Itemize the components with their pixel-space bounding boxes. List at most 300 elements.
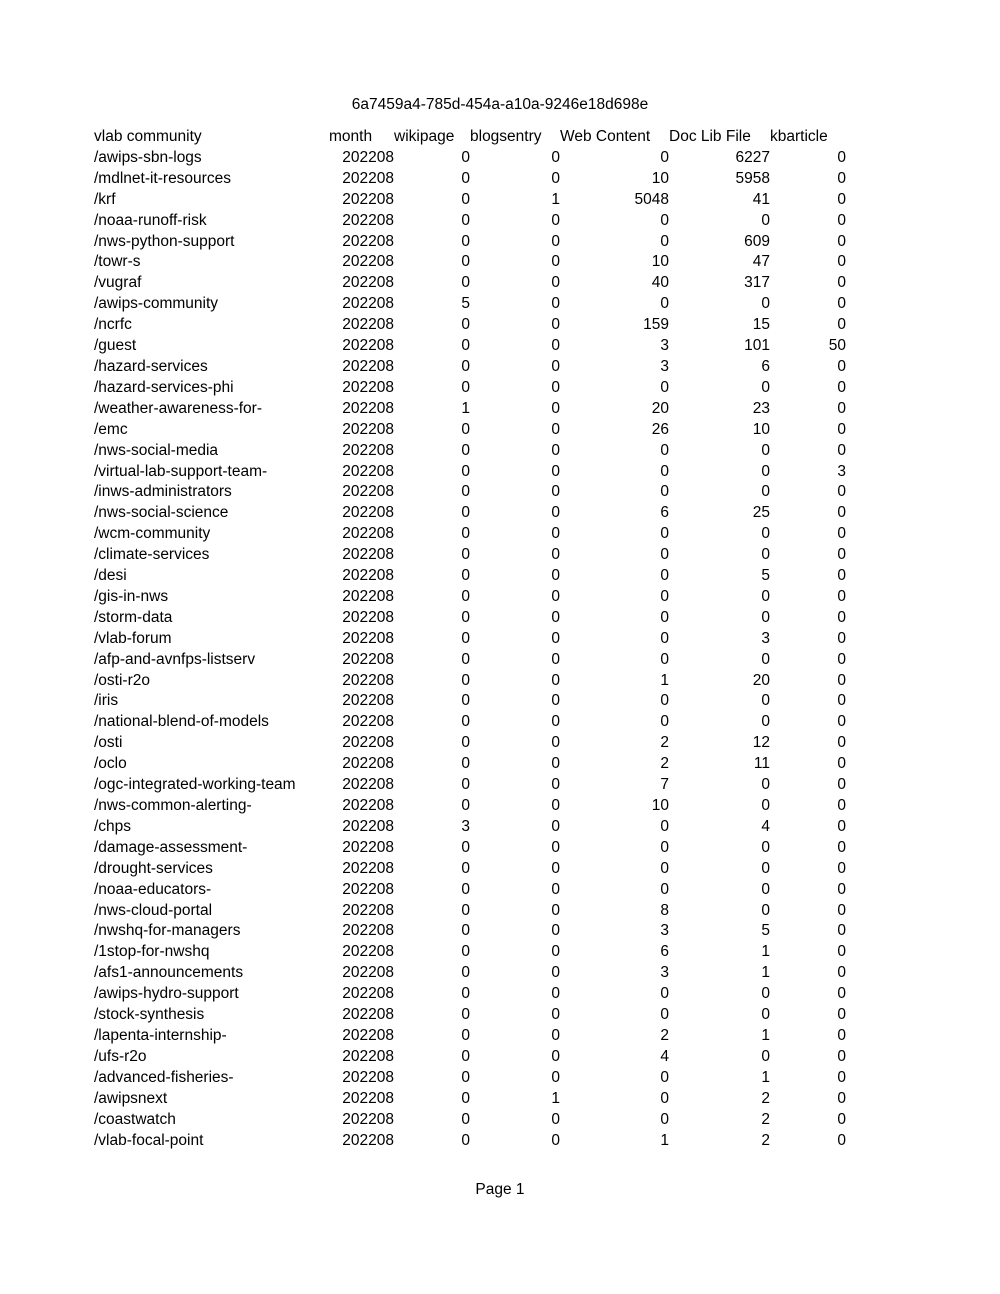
- wikipage-cell: 0: [461, 274, 470, 292]
- community-cell: /noaa-runoff-risk: [94, 211, 207, 229]
- month-cell: 202208: [342, 650, 394, 668]
- month-cell: 202208: [342, 1068, 394, 1086]
- doc-lib-file-cell: 1: [761, 1068, 770, 1086]
- blogsentry-cell: 0: [551, 964, 560, 982]
- table-row: [94, 420, 846, 441]
- community-cell: /afs1-announcements: [94, 964, 244, 982]
- web-content-cell: 0: [660, 838, 669, 856]
- wikipage-cell: 0: [461, 211, 470, 229]
- blogsentry-cell: 1: [551, 190, 560, 208]
- web-content-cell: 0: [660, 567, 669, 585]
- blogsentry-cell: 0: [551, 838, 560, 856]
- web-content-cell: 3: [660, 922, 669, 940]
- table-row: [94, 901, 846, 922]
- blogsentry-cell: 0: [551, 483, 560, 501]
- table-row: [94, 775, 846, 796]
- wikipage-cell: 3: [461, 817, 470, 835]
- web-content-cell: 8: [660, 901, 669, 919]
- kbarticle-cell: 0: [837, 1089, 846, 1107]
- doc-lib-file-cell: 0: [761, 211, 770, 229]
- blogsentry-cell: 0: [551, 629, 560, 647]
- wikipage-cell: 0: [461, 525, 470, 543]
- web-content-cell: 3: [660, 964, 669, 982]
- web-content-cell: 0: [660, 1089, 669, 1107]
- kbarticle-cell: 0: [837, 1068, 846, 1086]
- table-row: [94, 1026, 846, 1047]
- web-content-cell: 0: [660, 1110, 669, 1128]
- month-cell: 202208: [342, 337, 394, 355]
- table-row: [94, 712, 846, 733]
- page-number: Page 1: [475, 1181, 525, 1198]
- community-cell: /vlab-forum: [94, 629, 172, 647]
- wikipage-cell: 0: [461, 378, 470, 396]
- community-cell: /drought-services: [94, 859, 213, 877]
- blogsentry-cell: 0: [551, 546, 560, 564]
- community-cell: /chps: [94, 817, 132, 835]
- web-content-cell: 0: [660, 692, 669, 710]
- doc-lib-file-cell: 0: [761, 985, 770, 1003]
- blogsentry-cell: 0: [551, 817, 560, 835]
- month-cell: 202208: [342, 357, 394, 375]
- kbarticle-cell: 0: [837, 943, 846, 961]
- wikipage-cell: 0: [461, 985, 470, 1003]
- community-cell: /oclo: [94, 755, 127, 773]
- blogsentry-cell: 0: [551, 378, 560, 396]
- kbarticle-cell: 0: [837, 525, 846, 543]
- doc-lib-file-cell: 0: [761, 713, 770, 731]
- blogsentry-cell: 0: [551, 232, 560, 250]
- wikipage-cell: 0: [461, 608, 470, 626]
- wikipage-cell: 0: [461, 483, 470, 501]
- wikipage-cell: 0: [461, 713, 470, 731]
- community-cell: /nwshq-for-managers: [94, 922, 241, 940]
- kbarticle-cell: 0: [837, 211, 846, 229]
- column-header-blogsentry: blogsentry: [470, 128, 542, 145]
- kbarticle-cell: 0: [837, 504, 846, 522]
- kbarticle-cell: 0: [837, 838, 846, 856]
- community-cell: /awipsnext: [94, 1089, 168, 1107]
- table-row: [94, 524, 846, 545]
- community-cell: /mdlnet-it-resources: [94, 169, 231, 187]
- month-cell: 202208: [342, 274, 394, 292]
- doc-lib-file-cell: 0: [761, 1006, 770, 1024]
- blogsentry-cell: 0: [551, 713, 560, 731]
- column-header-community: vlab community: [94, 128, 202, 145]
- wikipage-cell: 0: [461, 504, 470, 522]
- table-row: [94, 838, 846, 859]
- doc-lib-file-cell: 317: [744, 274, 770, 292]
- web-content-cell: 4: [660, 1047, 669, 1065]
- community-cell: /hazard-services: [94, 357, 208, 375]
- kbarticle-cell: 0: [837, 546, 846, 564]
- doc-lib-file-cell: 0: [761, 901, 770, 919]
- doc-lib-file-cell: 0: [761, 797, 770, 814]
- web-content-cell: 0: [660, 462, 669, 480]
- blogsentry-cell: 0: [551, 274, 560, 292]
- web-content-cell: 2: [660, 734, 669, 752]
- month-cell: 202208: [342, 838, 394, 856]
- blogsentry-cell: 0: [551, 587, 560, 605]
- blogsentry-cell: 0: [551, 1068, 560, 1086]
- web-content-cell: 1: [660, 1131, 669, 1149]
- kbarticle-cell: 0: [837, 357, 846, 375]
- doc-lib-file-cell: 10: [752, 420, 770, 438]
- month-cell: 202208: [342, 567, 394, 585]
- wikipage-cell: 0: [461, 587, 470, 605]
- table-row: [94, 1110, 846, 1131]
- blogsentry-cell: 0: [551, 880, 560, 898]
- month-cell: 202208: [342, 692, 394, 710]
- month-cell: 202208: [342, 587, 394, 605]
- community-cell: /inws-administrators: [94, 483, 232, 501]
- doc-lib-file-cell: 0: [761, 608, 770, 626]
- month-cell: 202208: [342, 316, 394, 334]
- column-header-doc-lib-file: Doc Lib File: [669, 128, 751, 145]
- web-content-cell: 1: [660, 671, 669, 689]
- web-content-cell: 0: [660, 546, 669, 564]
- doc-lib-file-cell: 0: [761, 880, 770, 898]
- doc-lib-file-cell: 101: [744, 337, 770, 355]
- kbarticle-cell: 0: [837, 1131, 846, 1149]
- wikipage-cell: 0: [461, 797, 470, 814]
- doc-lib-file-cell: 23: [752, 399, 770, 417]
- web-content-cell: 3: [660, 357, 669, 375]
- month-cell: 202208: [342, 922, 394, 940]
- blogsentry-cell: 0: [551, 420, 560, 438]
- table-row: [94, 252, 846, 273]
- kbarticle-cell: 0: [837, 797, 846, 814]
- community-cell: /hazard-services-phi: [94, 378, 234, 396]
- table-row: [94, 608, 846, 629]
- doc-lib-file-cell: 12: [752, 734, 770, 752]
- community-cell: /nws-common-alerting-: [94, 797, 252, 814]
- doc-lib-file-cell: 0: [761, 441, 770, 459]
- blogsentry-cell: 0: [551, 316, 560, 334]
- community-cell: /noaa-educators-: [94, 880, 212, 898]
- table-row: [94, 169, 846, 190]
- community-cell: /virtual-lab-support-team-: [94, 462, 268, 480]
- table-row: [94, 232, 846, 253]
- wikipage-cell: 0: [461, 190, 470, 208]
- blogsentry-cell: 0: [551, 859, 560, 877]
- community-cell: /krf: [94, 190, 116, 208]
- web-content-cell: 26: [651, 420, 669, 438]
- kbarticle-cell: 0: [837, 734, 846, 752]
- doc-lib-file-cell: 0: [761, 650, 770, 668]
- community-cell: /osti: [94, 734, 123, 752]
- month-cell: 202208: [342, 169, 394, 187]
- table-row: [94, 963, 846, 984]
- month-cell: 202208: [342, 671, 394, 689]
- table-row: [94, 650, 846, 671]
- blogsentry-cell: 0: [551, 922, 560, 940]
- wikipage-cell: 0: [461, 880, 470, 898]
- table-row: [94, 190, 846, 211]
- community-cell: /storm-data: [94, 608, 173, 626]
- doc-lib-file-cell: 0: [761, 1047, 770, 1065]
- month-cell: 202208: [342, 755, 394, 773]
- doc-lib-file-cell: 15: [752, 316, 770, 334]
- table-row: [94, 1005, 846, 1026]
- blogsentry-cell: 0: [551, 148, 560, 166]
- kbarticle-cell: 0: [837, 316, 846, 334]
- web-content-cell: 2: [660, 755, 669, 773]
- month-cell: 202208: [342, 148, 394, 166]
- table-row: [94, 378, 846, 399]
- kbarticle-cell: 0: [837, 169, 846, 187]
- table-body: [94, 148, 846, 1152]
- blogsentry-cell: 0: [551, 525, 560, 543]
- wikipage-cell: 0: [461, 671, 470, 689]
- kbarticle-cell: 0: [837, 1026, 846, 1044]
- doc-lib-file-cell: 47: [752, 253, 770, 271]
- blogsentry-cell: 0: [551, 1006, 560, 1024]
- wikipage-cell: 0: [461, 1131, 470, 1149]
- doc-lib-file-cell: 0: [761, 546, 770, 564]
- community-cell: /ogc-integrated-working-team: [94, 776, 296, 794]
- community-cell: /climate-services: [94, 546, 210, 564]
- month-cell: 202208: [342, 859, 394, 877]
- doc-lib-file-cell: 0: [761, 776, 770, 794]
- table-row: [94, 148, 846, 169]
- table-row: [94, 482, 846, 503]
- kbarticle-cell: 0: [837, 1047, 846, 1065]
- column-header-kbarticle: kbarticle: [770, 128, 828, 145]
- table-row: [94, 880, 846, 901]
- report-table: [94, 127, 846, 1151]
- web-content-cell: 0: [660, 817, 669, 835]
- kbarticle-cell: 0: [837, 692, 846, 710]
- community-cell: /stock-synthesis: [94, 1006, 205, 1024]
- doc-lib-file-cell: 5: [761, 567, 770, 585]
- web-content-cell: 10: [651, 797, 669, 814]
- table-row: [94, 691, 846, 712]
- wikipage-cell: 0: [461, 337, 470, 355]
- doc-lib-file-cell: 0: [761, 525, 770, 543]
- community-cell: /lapenta-internship-: [94, 1026, 227, 1044]
- doc-lib-file-cell: 41: [752, 190, 770, 208]
- table-row: [94, 462, 846, 483]
- month-cell: 202208: [342, 901, 394, 919]
- kbarticle-cell: 0: [837, 399, 846, 417]
- web-content-cell: 0: [660, 232, 669, 250]
- page-title: 6a7459a4-785d-454a-a10a-9246e18d698e: [351, 96, 649, 113]
- month-cell: 202208: [342, 964, 394, 982]
- column-header-wikipage: wikipage: [394, 128, 455, 145]
- kbarticle-cell: 0: [837, 253, 846, 271]
- blogsentry-cell: 0: [551, 337, 560, 355]
- table-row: [94, 503, 846, 524]
- month-cell: 202208: [342, 441, 394, 459]
- community-cell: /towr-s: [94, 253, 141, 271]
- wikipage-cell: 0: [461, 316, 470, 334]
- community-cell: /1stop-for-nwshq: [94, 943, 210, 961]
- month-cell: 202208: [342, 608, 394, 626]
- wikipage-cell: 0: [461, 838, 470, 856]
- wikipage-cell: 1: [461, 399, 470, 417]
- web-content-cell: 0: [660, 985, 669, 1003]
- blogsentry-cell: 0: [551, 169, 560, 187]
- web-content-cell: 0: [660, 211, 669, 229]
- blogsentry-cell: 0: [551, 985, 560, 1003]
- web-content-cell: 10: [651, 253, 669, 271]
- doc-lib-file-cell: 0: [761, 692, 770, 710]
- month-cell: 202208: [342, 295, 394, 313]
- web-content-cell: 0: [660, 650, 669, 668]
- month-cell: 202208: [342, 797, 394, 814]
- blogsentry-cell: 0: [551, 776, 560, 794]
- kbarticle-cell: 0: [837, 441, 846, 459]
- doc-lib-file-cell: 609: [744, 232, 770, 250]
- kbarticle-cell: 0: [837, 1110, 846, 1128]
- month-cell: 202208: [342, 378, 394, 396]
- blogsentry-cell: 0: [551, 567, 560, 585]
- wikipage-cell: 0: [461, 692, 470, 710]
- month-cell: 202208: [342, 232, 394, 250]
- wikipage-cell: 0: [461, 776, 470, 794]
- web-content-cell: 0: [660, 378, 669, 396]
- doc-lib-file-cell: 5958: [735, 169, 770, 187]
- community-cell: /nws-social-science: [94, 504, 229, 522]
- table-header-row: [94, 127, 846, 148]
- doc-lib-file-cell: 20: [752, 671, 770, 689]
- column-header-month: month: [329, 128, 373, 145]
- doc-lib-file-cell: 1: [761, 1026, 770, 1044]
- web-content-cell: 10: [651, 169, 669, 187]
- community-cell: /vlab-focal-point: [94, 1131, 204, 1149]
- blogsentry-cell: 0: [551, 671, 560, 689]
- kbarticle-cell: 0: [837, 985, 846, 1003]
- kbarticle-cell: 0: [837, 859, 846, 877]
- blogsentry-cell: 0: [551, 441, 560, 459]
- doc-lib-file-cell: 5: [761, 922, 770, 940]
- wikipage-cell: 0: [461, 546, 470, 564]
- web-content-cell: 0: [660, 859, 669, 877]
- kbarticle-cell: 0: [837, 295, 846, 313]
- table-row: [94, 545, 846, 566]
- web-content-cell: 0: [660, 608, 669, 626]
- web-content-cell: 3: [660, 337, 669, 355]
- month-cell: 202208: [342, 985, 394, 1003]
- wikipage-cell: 0: [461, 1026, 470, 1044]
- table-row: [94, 294, 846, 315]
- community-cell: /ncrfc: [94, 316, 132, 334]
- doc-lib-file-cell: 0: [761, 462, 770, 480]
- table-row: [94, 629, 846, 650]
- blogsentry-cell: 0: [551, 943, 560, 961]
- month-cell: 202208: [342, 734, 394, 752]
- web-content-cell: 0: [660, 629, 669, 647]
- community-cell: /vugraf: [94, 274, 142, 292]
- table-row: [94, 315, 846, 336]
- kbarticle-cell: 0: [837, 378, 846, 396]
- kbarticle-cell: 0: [837, 755, 846, 773]
- doc-lib-file-cell: 2: [761, 1131, 770, 1149]
- wikipage-cell: 0: [461, 964, 470, 982]
- web-content-cell: 0: [660, 483, 669, 501]
- community-cell: /nws-python-support: [94, 232, 235, 250]
- community-cell: /damage-assessment-: [94, 838, 248, 856]
- community-cell: /awips-sbn-logs: [94, 148, 202, 166]
- doc-lib-file-cell: 1: [761, 964, 770, 982]
- blogsentry-cell: 0: [551, 692, 560, 710]
- community-cell: /advanced-fisheries-: [94, 1068, 234, 1086]
- wikipage-cell: 0: [461, 922, 470, 940]
- web-content-cell: 6: [660, 943, 669, 961]
- doc-lib-file-cell: 6: [761, 357, 770, 375]
- month-cell: 202208: [342, 211, 394, 229]
- wikipage-cell: 0: [461, 859, 470, 877]
- web-content-cell: 0: [660, 713, 669, 731]
- table-row: [94, 1131, 846, 1152]
- month-cell: 202208: [342, 1047, 394, 1065]
- doc-lib-file-cell: 0: [761, 295, 770, 313]
- web-content-cell: 2: [660, 1026, 669, 1044]
- table-row: [94, 754, 846, 775]
- doc-lib-file-cell: 6227: [735, 148, 770, 166]
- community-cell: /coastwatch: [94, 1110, 176, 1128]
- wikipage-cell: 0: [461, 1110, 470, 1128]
- blogsentry-cell: 0: [551, 462, 560, 480]
- blogsentry-cell: 0: [551, 1047, 560, 1065]
- month-cell: 202208: [342, 504, 394, 522]
- community-cell: /desi: [94, 567, 127, 585]
- web-content-cell: 159: [643, 316, 669, 334]
- wikipage-cell: 0: [461, 420, 470, 438]
- table-row: [94, 733, 846, 754]
- web-content-cell: 0: [660, 1006, 669, 1024]
- wikipage-cell: 0: [461, 357, 470, 375]
- web-content-cell: 0: [660, 1068, 669, 1086]
- blogsentry-cell: 0: [551, 211, 560, 229]
- table-row: [94, 942, 846, 963]
- blogsentry-cell: 0: [551, 504, 560, 522]
- month-cell: 202208: [342, 817, 394, 835]
- table-row: [94, 1047, 846, 1068]
- month-cell: 202208: [342, 525, 394, 543]
- doc-lib-file-cell: 0: [761, 483, 770, 501]
- kbarticle-cell: 3: [837, 462, 846, 480]
- blogsentry-cell: 0: [551, 734, 560, 752]
- kbarticle-cell: 0: [837, 964, 846, 982]
- community-cell: /weather-awareness-for-: [94, 399, 262, 417]
- kbarticle-cell: 0: [837, 483, 846, 501]
- doc-lib-file-cell: 0: [761, 378, 770, 396]
- doc-lib-file-cell: 2: [761, 1110, 770, 1128]
- doc-lib-file-cell: 4: [761, 817, 770, 835]
- web-content-cell: 40: [651, 274, 669, 292]
- month-cell: 202208: [342, 253, 394, 271]
- community-cell: /awips-hydro-support: [94, 985, 239, 1003]
- month-cell: 202208: [342, 399, 394, 417]
- table-row: [94, 273, 846, 294]
- kbarticle-cell: 0: [837, 922, 846, 940]
- blogsentry-cell: 0: [551, 797, 560, 814]
- doc-lib-file-cell: 0: [761, 838, 770, 856]
- kbarticle-cell: 0: [837, 148, 846, 166]
- blogsentry-cell: 0: [551, 650, 560, 668]
- kbarticle-cell: 0: [837, 567, 846, 585]
- table-row: [94, 984, 846, 1005]
- community-cell: /guest: [94, 337, 137, 355]
- wikipage-cell: 5: [461, 295, 470, 313]
- doc-lib-file-cell: 0: [761, 859, 770, 877]
- blogsentry-cell: 0: [551, 1110, 560, 1128]
- month-cell: 202208: [342, 462, 394, 480]
- table-row: [94, 399, 846, 420]
- kbarticle-cell: 0: [837, 1006, 846, 1024]
- blogsentry-cell: 0: [551, 357, 560, 375]
